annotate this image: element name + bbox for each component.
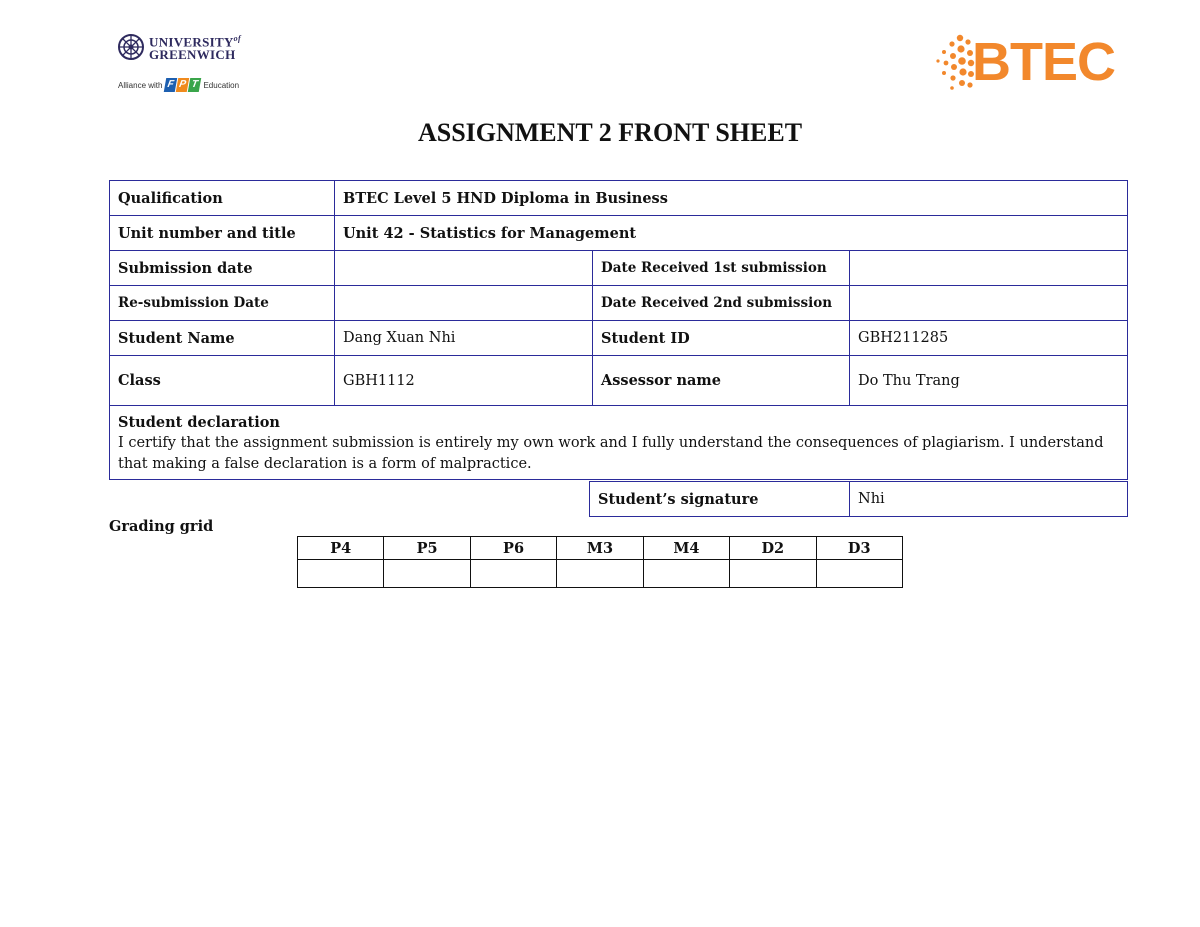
assignment-info-table: [109, 180, 1128, 480]
grade-cell-p6[interactable]: [470, 560, 556, 588]
btec-logo: [934, 32, 1124, 92]
row-declaration: [110, 406, 1128, 480]
signature-label: Student’s signature: [590, 482, 850, 517]
grade-cell-m3[interactable]: [557, 560, 643, 588]
row-signature: [590, 482, 1128, 517]
date-received-1-field[interactable]: [850, 251, 1128, 286]
grade-col-p4: P4: [298, 537, 384, 560]
student-name-label: Student Name: [110, 321, 335, 356]
university-of-greenwich-logo: [118, 32, 248, 94]
alliance-text: Alliance with: [118, 80, 163, 90]
assessor-field[interactable]: Do Thu Trang: [850, 356, 1128, 406]
row-unit: [110, 216, 1128, 251]
grade-cell-p5[interactable]: [384, 560, 470, 588]
fpt-logo: F P T: [165, 78, 200, 92]
signature-table: [589, 481, 1128, 517]
submission-date-field[interactable]: [335, 251, 593, 286]
grade-col-m4: M4: [643, 537, 729, 560]
assessor-label: Assessor name: [593, 356, 850, 406]
btec-dots-icon: [934, 32, 976, 92]
class-label: Class: [110, 356, 335, 406]
grade-col-p5: P5: [384, 537, 470, 560]
logo-line-greenwich: GREENWICH: [149, 47, 236, 62]
grade-col-d2: D2: [730, 537, 816, 560]
grade-cell-d2[interactable]: [730, 560, 816, 588]
btec-wordmark: BTEC: [972, 32, 1115, 92]
date-received-1-label: Date Received 1st submission: [593, 251, 850, 286]
row-submission-date: [110, 251, 1128, 286]
qualification-label: Qualification: [110, 181, 335, 216]
row-class: [110, 356, 1128, 406]
declaration-text: I certify that the assignment submission is entirely my own work and I fully understand the consequences of plagiarism. I understand that making a false declaration is a form of malpractice.: [118, 435, 1104, 472]
row-resubmission-date: [110, 286, 1128, 321]
grade-cell-d3[interactable]: [816, 560, 902, 588]
grading-grid-table: [297, 536, 903, 588]
class-field[interactable]: GBH1112: [335, 356, 593, 406]
unit-value: Unit 42 - Statistics for Management: [335, 216, 1128, 251]
signature-field[interactable]: Nhi: [850, 482, 1128, 517]
grade-cell-p4[interactable]: [298, 560, 384, 588]
logo-line-university: $UNIVERSITY^{of}$: [149, 34, 241, 50]
student-name-field[interactable]: Dang Xuan Nhi: [335, 321, 593, 356]
date-received-2-field[interactable]: [850, 286, 1128, 321]
grade-col-m3: M3: [557, 537, 643, 560]
page-title: ASSIGNMENT 2 FRONT SHEET: [417, 118, 803, 147]
alliance-line: [118, 76, 239, 94]
student-id-field[interactable]: GBH211285: [850, 321, 1128, 356]
grading-header-row: [298, 537, 903, 560]
unit-label: Unit number and title: [110, 216, 335, 251]
resubmission-date-label: Re-submission Date: [110, 286, 335, 321]
grading-grid-label: Grading grid: [109, 518, 214, 535]
student-declaration: [110, 406, 1128, 480]
declaration-title: Student declaration: [118, 414, 280, 431]
grade-col-p6: P6: [470, 537, 556, 560]
qualification-value: BTEC Level 5 HND Diploma in Business: [335, 181, 1128, 216]
row-student: [110, 321, 1128, 356]
grade-cell-m4[interactable]: [643, 560, 729, 588]
student-id-label: Student ID: [593, 321, 850, 356]
university-seal-icon: [118, 34, 144, 60]
grading-value-row: [298, 560, 903, 588]
row-qualification: [110, 181, 1128, 216]
grade-col-d3: D3: [816, 537, 902, 560]
resubmission-date-field[interactable]: [335, 286, 593, 321]
education-text: Education: [203, 80, 240, 90]
submission-date-label: Submission date: [110, 251, 335, 286]
date-received-2-label: Date Received 2nd submission: [593, 286, 850, 321]
